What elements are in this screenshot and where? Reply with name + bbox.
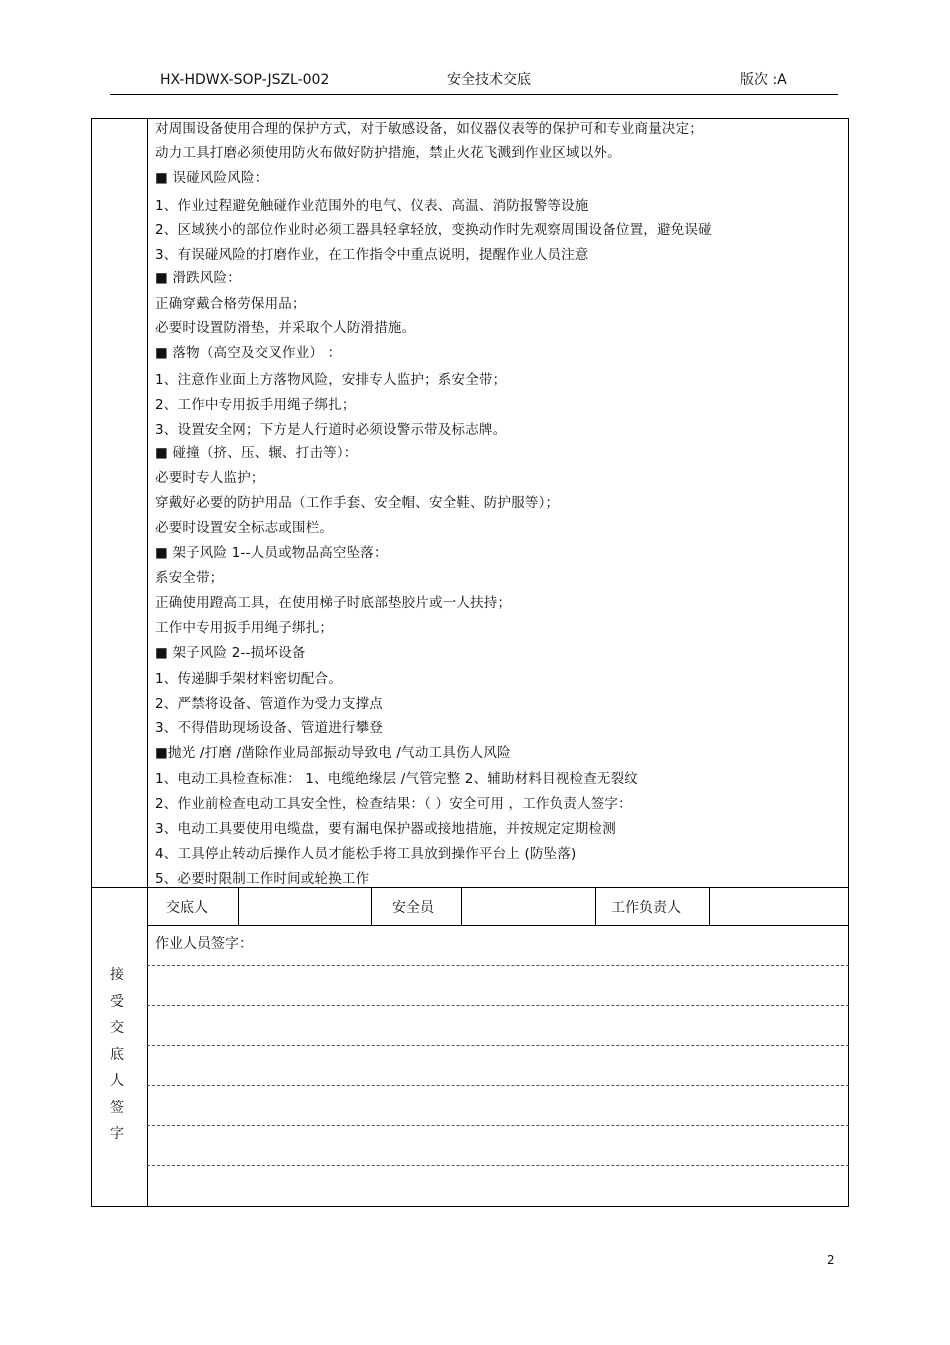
side-label-char: 人 [110,1073,124,1089]
content-line: 系安全带； [155,570,224,586]
worker-signature-label: 作业人员签字： [155,936,253,952]
content-line: 2、作业前检查电动工具安全性，检查结果：（ ）安全可用 ，工作负责人签字： [155,796,632,812]
content-line: 5、必要时限制工作时间或轮换工作 [155,871,370,887]
signature-line[interactable] [147,965,849,966]
content-line: 必要时设置安全标志或围栏。 [155,520,334,536]
content-line: ■ 落物（高空及交叉作业） ： [155,345,342,361]
content-line: 1、注意作业面上方落物风险，安排专人监护；系安全带； [155,372,507,388]
content-line: 1、电动工具检查标准： 1、电缆绝缘层 /气管完整 2、辅助材料目视检查无裂纹 [155,771,638,787]
content-line: 正确使用蹬高工具，在使用梯子时底部垫胶片或一人扶持； [155,595,512,611]
content-line: 2、区域狭小的部位作业时必须工器具轻拿轻放，变换动作时先观察周围设备位置，避免误碰 [155,222,712,238]
content-line: 对周围设备使用合理的保护方式，对于敏感设备，如仪器仪表等的保护可和专业商量决定； [155,121,703,137]
side-label-char: 字 [110,1126,124,1142]
content-line: 3、电动工具要使用电缆盘，要有漏电保护器或接地措施，并按规定定期检测 [155,821,616,837]
content-line: 3、有误碰风险的打磨作业，在工作指令中重点说明，提醒作业人员注意 [155,247,589,263]
content-line: 必要时专人监护； [155,470,265,486]
content-line: 4、工具停止转动后操作人员才能松手将工具放到操作平台上 (防坠落) [155,846,577,862]
content-line: ■ 误碰风险风险： [155,170,269,186]
content-line: 3、不得借助现场设备、管道进行攀登 [155,720,383,736]
side-label-char: 签 [110,1099,124,1116]
content-line: 2、严禁将设备、管道作为受力支撑点 [155,696,383,712]
side-label-char: 底 [110,1046,124,1063]
content-line: ■ 碰撞（挤、压、辗、打击等）： [155,445,358,461]
content-line: 动力工具打磨必须使用防火布做好防护措施，禁止火花飞溅到作业区域以外。 [155,145,621,161]
signature-line[interactable] [147,1005,849,1006]
sign-row-divider-2 [371,887,372,925]
safety-officer-label: 安全员 [392,900,434,916]
content-line: 必要时设置防滑垫，并采取个人防滑措施。 [155,320,416,336]
content-line: ■ 滑跌风险： [155,270,241,286]
content-line: ■抛光 /打磨 /凿除作业局部振动导致电 /气动工具伤人风险 [155,745,511,761]
document-code: HX-HDWX-SOP-JSZL-002 [160,72,330,88]
work-leader-signature-field[interactable] [716,898,840,918]
header-divider [110,94,838,95]
sign-row-divider-1 [238,887,239,925]
signature-line[interactable] [147,1045,849,1046]
recipient-signature-side-label [104,962,130,1148]
discloser-signature-field[interactable] [246,898,364,918]
page-number: 2 [827,1253,835,1267]
left-column-divider [147,118,148,1207]
signature-line[interactable] [147,1165,849,1166]
content-line: ■ 架子风险 2--损坏设备 [155,645,306,661]
content-line: 1、传递脚手架材料密切配合。 [155,671,342,687]
side-label-char: 接 [110,967,124,983]
content-line: 正确穿戴合格劳保用品； [155,296,306,312]
sign-row-divider-3 [461,887,462,925]
sign-row-divider-4 [595,887,596,925]
side-label-char: 交 [110,1020,124,1036]
sign-row-divider-5 [709,887,710,925]
content-line: 3、设置安全网；下方是人行道时必须设警示带及标志牌。 [155,422,507,438]
discloser-label: 交底人 [166,900,208,916]
document-title: 安全技术交底 [447,72,531,88]
work-leader-label: 工作负责人 [611,900,681,916]
side-label-char: 受 [110,993,124,1010]
content-line: 2、工作中专用扳手用绳子绑扎； [155,397,356,413]
signature-line[interactable] [147,1125,849,1126]
safety-officer-signature-field[interactable] [468,898,588,918]
document-version: 版次 :A [740,72,787,88]
content-line: 工作中专用扳手用绳子绑扎； [155,620,334,636]
sign-row-bottom-border [147,925,849,926]
signature-line[interactable] [147,1085,849,1086]
content-line: 1、作业过程避免触碰作业范围外的电气、仪表、高温、消防报警等设施 [155,198,589,214]
content-line: 穿戴好必要的防护用品（工作手套、安全帽、安全鞋、防护服等）； [155,495,560,511]
content-line: ■ 架子风险 1--人员或物品高空坠落： [155,545,388,561]
